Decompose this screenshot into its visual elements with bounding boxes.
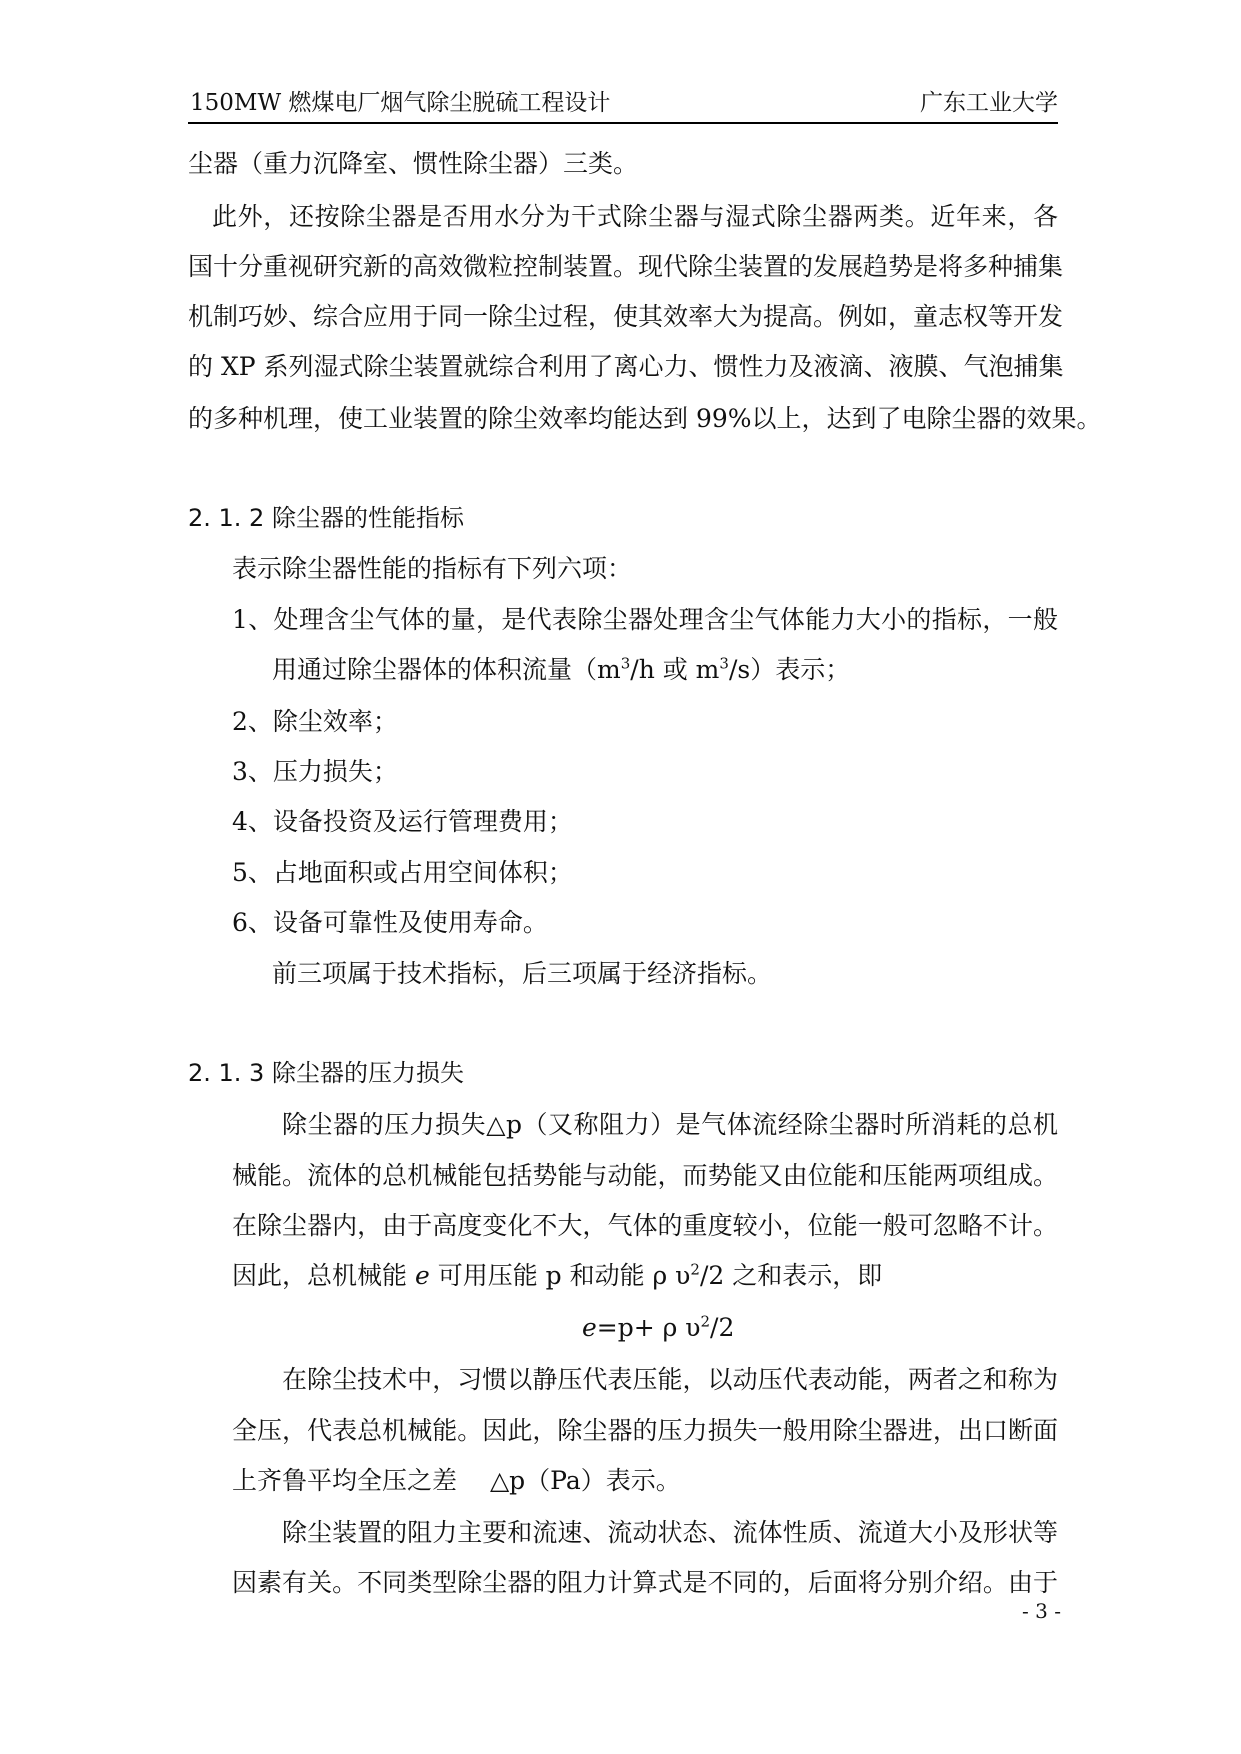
- paragraph-line: 国十分重视研究新的高效微粒控制装置。现代除尘装置的发展趋势是将多种捕集: [188, 252, 1064, 281]
- paragraph-line: 上齐鲁平均全压之差 △p（Pa）表示。: [232, 1466, 681, 1495]
- paragraph-line: 除尘器的压力损失△p（又称阻力）是气体流经除尘器时所消耗的总机: [282, 1110, 1058, 1139]
- paragraph-line: 的多种机理，使工业装置的除尘效率均能达到 99%以上，达到了电除尘器的效果。: [188, 404, 1102, 433]
- paragraph-line: 的 XP 系列湿式除尘装置就综合利用了离心力、惯性力及液滴、液膜、气泡捕集: [188, 352, 1064, 381]
- section-heading-2-1-2: 2. 1. 2 除尘器的性能指标: [188, 504, 464, 532]
- list-item: 4、设备投资及运行管理费用；: [232, 807, 573, 836]
- paragraph-line: 在除尘器内，由于高度变化不大，气体的重度较小，位能一般可忽略不计。: [232, 1211, 1058, 1240]
- equation: e=p+ ρ $\upsilon^2/2$: [582, 1312, 735, 1342]
- list-item-continuation: 用通过除尘器体的体积流量（$m^3/h$ 或 $m^3/s$）表示；: [272, 654, 851, 684]
- header-title: 150MW 燃煤电厂烟气除尘脱硫工程设计: [190, 90, 611, 116]
- list-item: 1、处理含尘气体的量，是代表除尘器处理含尘气体能力大小的指标，一般: [232, 605, 1058, 634]
- list-item: 3、压力损失；: [232, 757, 398, 786]
- paragraph-line: 除尘装置的阻力主要和流速、流动状态、流体性质、流道大小及形状等: [282, 1518, 1058, 1547]
- page-number: - 3 -: [1022, 1599, 1061, 1623]
- paragraph-line: 因素有关。不同类型除尘器的阻力计算式是不同的，后面将分别介绍。由于: [232, 1568, 1058, 1597]
- section-intro: 表示除尘器性能的指标有下列六项：: [232, 554, 633, 583]
- paragraph-line: 在除尘技术中，习惯以静压代表压能，以动压代表动能，两者之和称为: [282, 1365, 1058, 1394]
- paragraph-line: 尘器（重力沉降室、惯性除尘器）三类。: [188, 149, 639, 178]
- list-item: 6、设备可靠性及使用寿命。: [232, 908, 548, 937]
- paragraph-line: 械能。流体的总机械能包括势能与动能，而势能又由位能和压能两项组成。: [232, 1161, 1058, 1190]
- list-item: 5、占地面积或占用空间体积；: [232, 858, 573, 887]
- header-institution: 广东工业大学: [920, 90, 1058, 116]
- paragraph-line: 全压，代表总机械能。因此，除尘器的压力损失一般用除尘器进，出口断面: [232, 1416, 1058, 1445]
- paragraph-line: 因此，总机械能 e 可用压能 p 和动能 ρ $\upsilon^2/2$ 之和表示，即: [232, 1260, 883, 1290]
- list-item: 2、除尘效率；: [232, 707, 398, 736]
- paragraph-line: 机制巧妙、综合应用于同一除尘过程，使其效率大为提高。例如，童志权等开发: [188, 302, 1064, 331]
- section-heading-2-1-3: 2. 1. 3 除尘器的压力损失: [188, 1059, 464, 1087]
- paragraph-line: 此外，还按除尘器是否用水分为干式除尘器与湿式除尘器两类。近年来，各: [212, 202, 1058, 231]
- page-header: [188, 86, 1058, 124]
- section-summary: 前三项属于技术指标，后三项属于经济指标。: [272, 959, 773, 988]
